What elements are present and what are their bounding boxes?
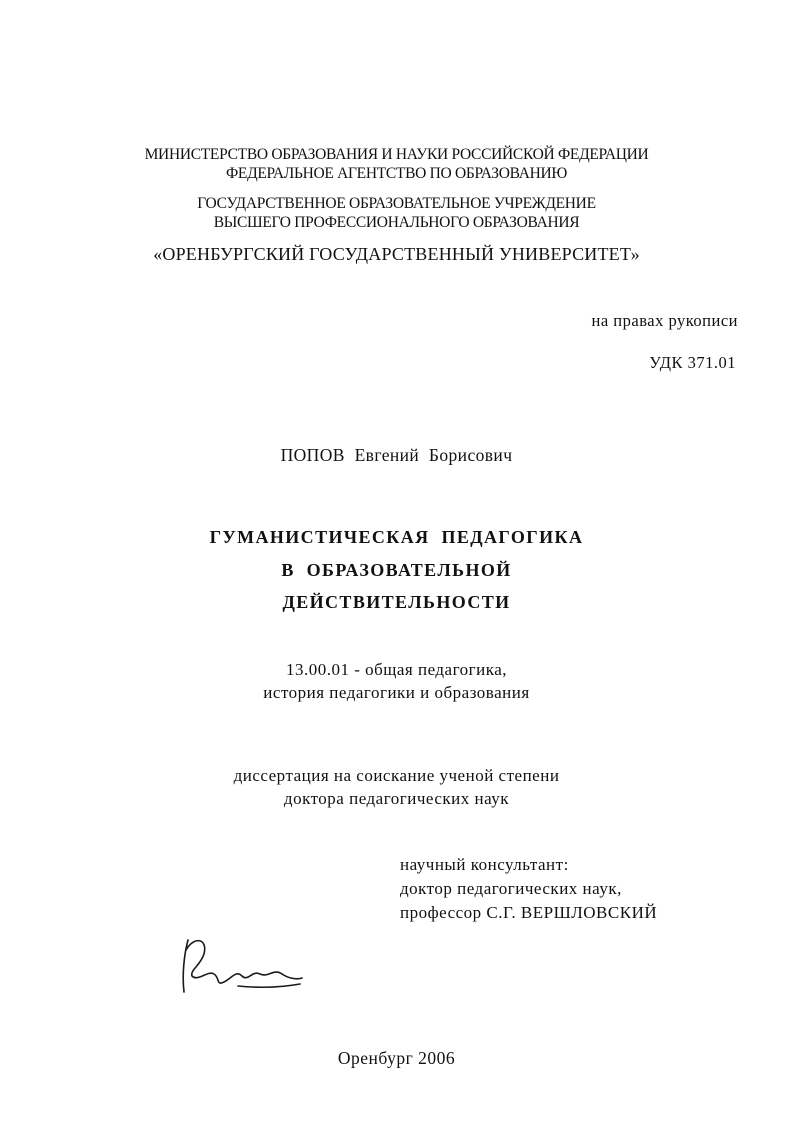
dissertation-title-line-3: ДЕЙСТВИТЕЛЬНОСТИ [282, 592, 511, 612]
signature-icon [178, 930, 308, 1000]
institution-line-1: ГОСУДАРСТВЕННОЕ ОБРАЗОВАТЕЛЬНОЕ УЧРЕЖДЕНИЕ [197, 195, 596, 212]
dissertation-title-line-2: В ОБРАЗОВАТЕЛЬНОЙ [281, 560, 512, 580]
author-name: ПОПОВ Евгений Борисович [280, 445, 513, 465]
manuscript-note: на правах рукописи [591, 311, 738, 330]
consultant-label: научный консультант: [400, 855, 569, 874]
consultant-name: профессор С.Г. ВЕРШЛОВСКИЙ [400, 903, 658, 922]
ministry-line: МИНИСТЕРСТВО ОБРАЗОВАНИЯ И НАУКИ РОССИЙСКОЙ ФЕДЕРАЦИИ [144, 146, 649, 163]
university-name: «ОРЕНБУРГСКИЙ ГОСУДАРСТВЕННЫЙ УНИВЕРСИТЕТ» [153, 244, 640, 264]
specialty-line-2: история педагогики и образования [263, 683, 530, 702]
city-year: Оренбург 2006 [337, 1048, 456, 1068]
institution-line-2: ВЫСШЕГО ПРОФЕССИОНАЛЬНОГО ОБРАЗОВАНИЯ [213, 214, 580, 231]
consultant-degree: доктор педагогических наук, [400, 879, 622, 898]
udc-code: УДК 371.01 [649, 353, 736, 372]
dissertation-title-line-1: ГУМАНИСТИЧЕСКАЯ ПЕДАГОГИКА [209, 527, 584, 547]
degree-line-2: доктора педагогических наук [283, 789, 510, 808]
specialty-line-1: 13.00.01 - общая педагогика, [285, 660, 508, 679]
degree-line-1: диссертация на соискание ученой степени [233, 766, 560, 785]
agency-line: ФЕДЕРАЛЬНОЕ АГЕНТСТВО ПО ОБРАЗОВАНИЮ [225, 165, 568, 182]
